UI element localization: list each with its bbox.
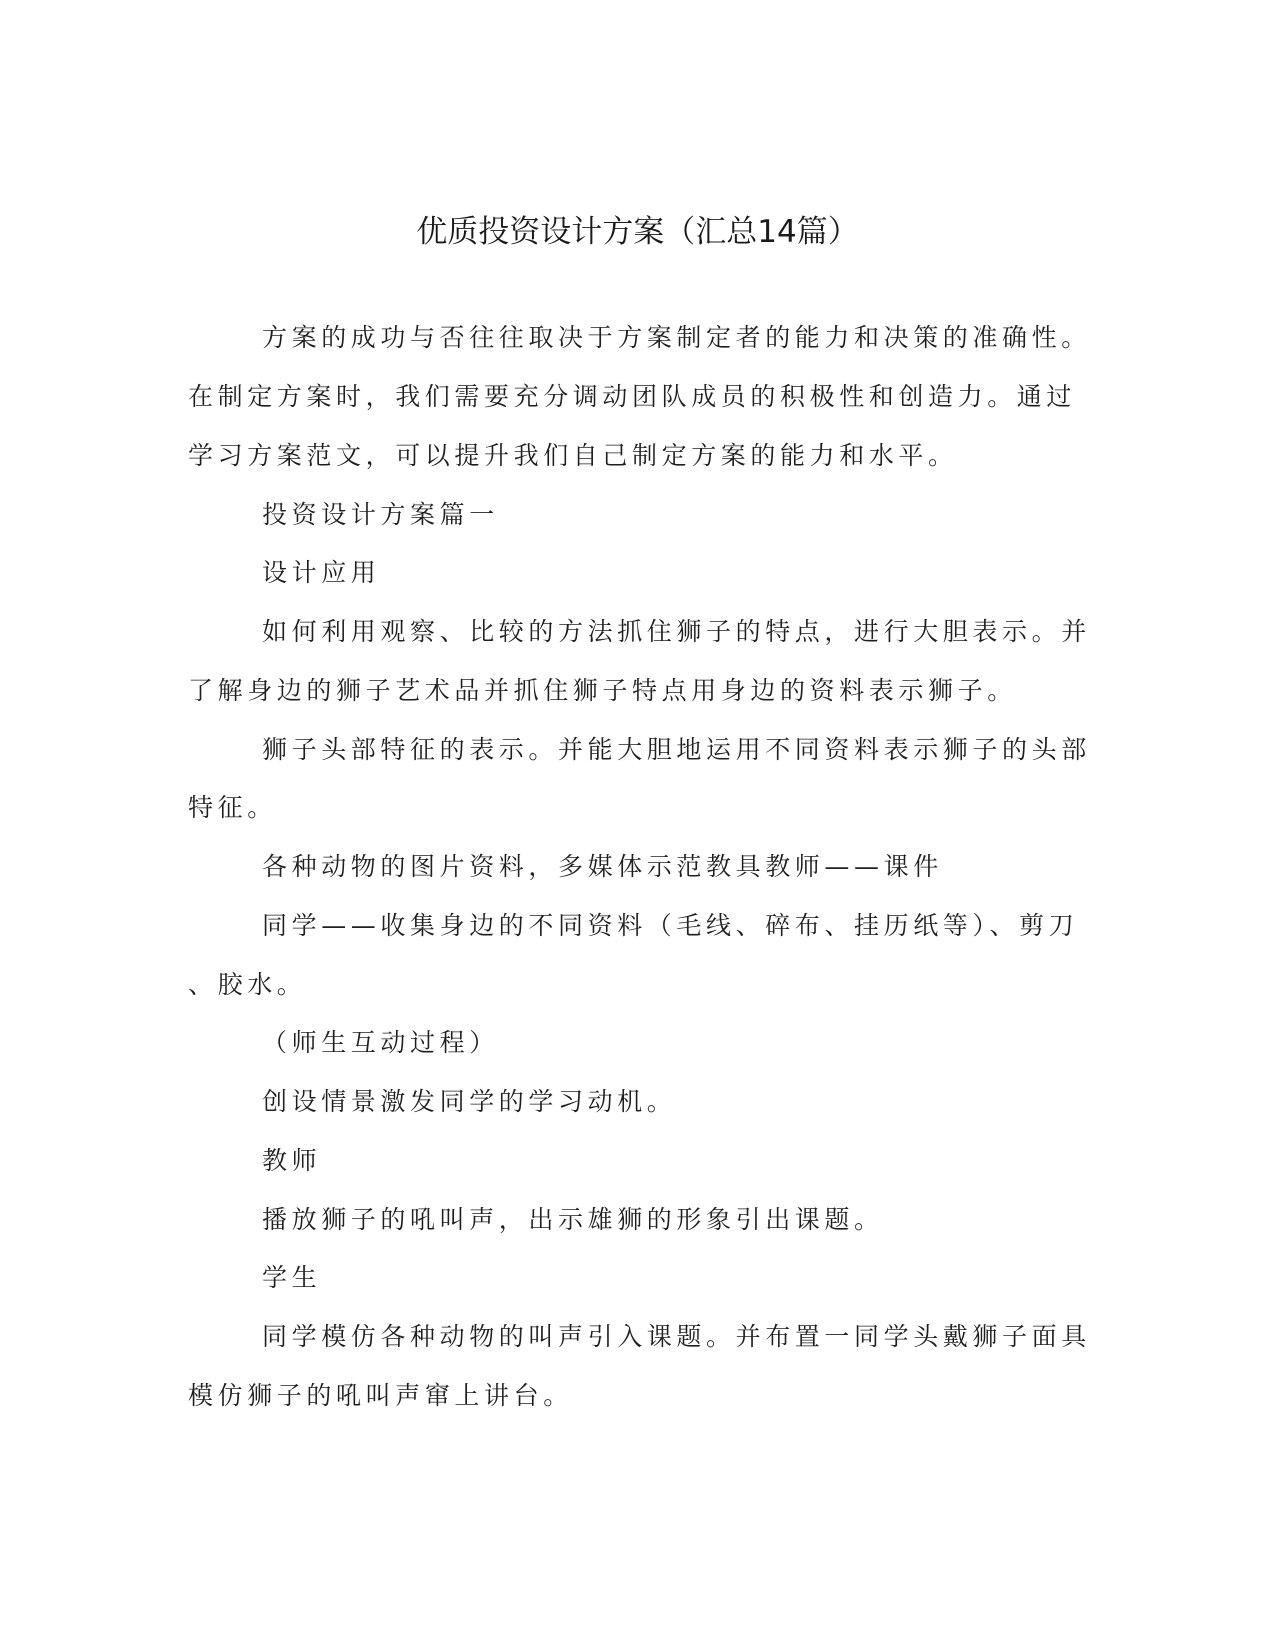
document-title: 优质投资设计方案（汇总14篇）	[416, 214, 859, 250]
subheading: 设计应用	[262, 558, 381, 587]
paragraph-line: 同学模仿各种动物的叫声引入课题。并布置一同学头戴狮子面具	[262, 1322, 1091, 1351]
paragraph-line: 模仿狮子的吼叫声窜上讲台。	[188, 1381, 573, 1410]
paragraph-line: 如何利用观察、比较的方法抓住狮子的特点，进行大胆表示。并	[262, 617, 1091, 646]
paragraph-line: 在制定方案时，我们需要充分调动团队成员的积极性和创造力。通过	[188, 382, 1077, 411]
paragraph-line: 了解身边的狮子艺术品并抓住狮子特点用身边的资料表示狮子。	[188, 676, 1017, 705]
paragraph-line: 创设情景激发同学的学习动机。	[262, 1087, 677, 1116]
section-heading: 投资设计方案篇一	[262, 500, 499, 529]
paragraph-line: 播放狮子的吼叫声，出示雄狮的形象引出课题。	[262, 1205, 884, 1234]
paragraph-line: 各种动物的图片资料，多媒体示范教具教师——课件	[262, 852, 943, 881]
paragraph-line: （师生互动过程）	[262, 1028, 499, 1057]
paragraph-line: 特征。	[188, 793, 277, 822]
paragraph-line: 、胶水。	[188, 970, 307, 999]
paragraph-line: 狮子头部特征的表示。并能大胆地运用不同资料表示狮子的头部	[262, 735, 1091, 764]
paragraph-line: 方案的成功与否往往取决于方案制定者的能力和决策的准确性。	[262, 323, 1091, 352]
subheading: 学生	[262, 1263, 322, 1292]
paragraph-line: 学习方案范文，可以提升我们自己制定方案的能力和水平。	[188, 441, 958, 470]
paragraph-line: 同学——收集身边的不同资料（毛线、碎布、挂历纸等）、剪刀	[262, 911, 1079, 940]
subheading: 教师	[262, 1146, 322, 1175]
